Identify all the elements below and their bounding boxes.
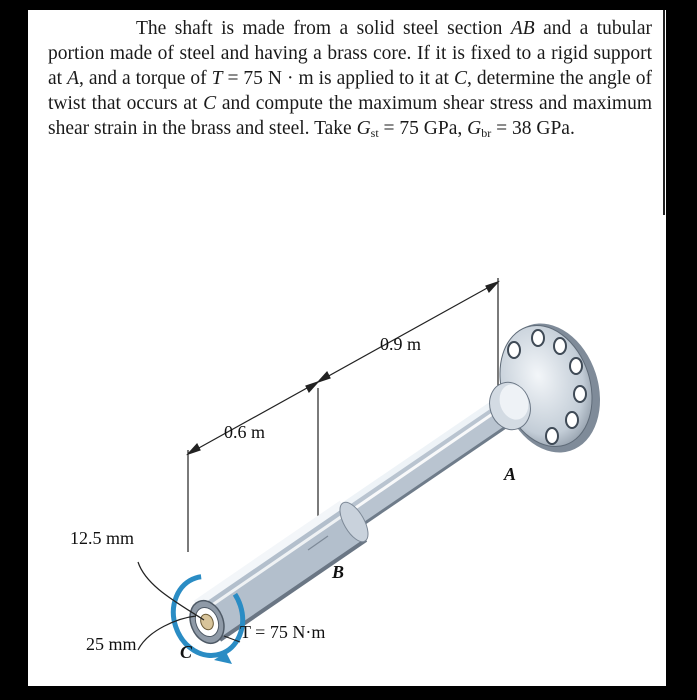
- problem-text: The shaft is made from a solid steel section: [136, 18, 511, 39]
- dimension-arrowhead: [306, 382, 318, 392]
- problem-text: , determine the angle of twist that occurs at: [48, 68, 653, 114]
- point-a-ref: A: [67, 68, 79, 89]
- point-b-label: B: [332, 562, 345, 582]
- point-c-ref: C: [453, 68, 467, 89]
- torque-label: T = 75 N·m: [240, 622, 326, 642]
- dimension-label-short: 0.6 m: [224, 422, 266, 442]
- point-c-label: C: [180, 642, 193, 662]
- page-frame: [28, 10, 666, 686]
- dimension-arrowhead: [318, 372, 330, 382]
- point-a-label: A: [504, 464, 517, 484]
- torque-symbol: T: [211, 68, 223, 89]
- shaft-figure: [28, 10, 666, 686]
- dimension-arrowhead: [486, 282, 498, 292]
- problem-text: and a tubular portion made of steel and having a brass core. If it is fixed to a rigid support at: [48, 18, 652, 89]
- problem-text: , and a torque of: [78, 68, 212, 89]
- outer-radius-label: 25 mm: [86, 634, 137, 654]
- segment-ab-label: AB: [510, 18, 535, 39]
- problem-text: = 75 N · m is applied to it at: [222, 68, 454, 89]
- problem-text: = 38 GPa.: [491, 118, 575, 139]
- shear-modulus-symbol: G: [356, 118, 371, 139]
- problem-text: = 75 GPa,: [378, 118, 468, 139]
- dimension-label-long: 0.9 m: [380, 334, 422, 354]
- dimension-arrowhead: [188, 444, 200, 454]
- inner-radius-label: 12.5 mm: [70, 528, 135, 548]
- point-c-ref: C: [203, 93, 217, 114]
- brass-subscript: br: [481, 126, 492, 140]
- steel-subscript: st: [370, 126, 379, 140]
- shear-modulus-symbol: G: [467, 118, 482, 139]
- problem-text: and compute the maximum shear stress and maximum shear strain in the brass and steel. Take: [48, 93, 652, 139]
